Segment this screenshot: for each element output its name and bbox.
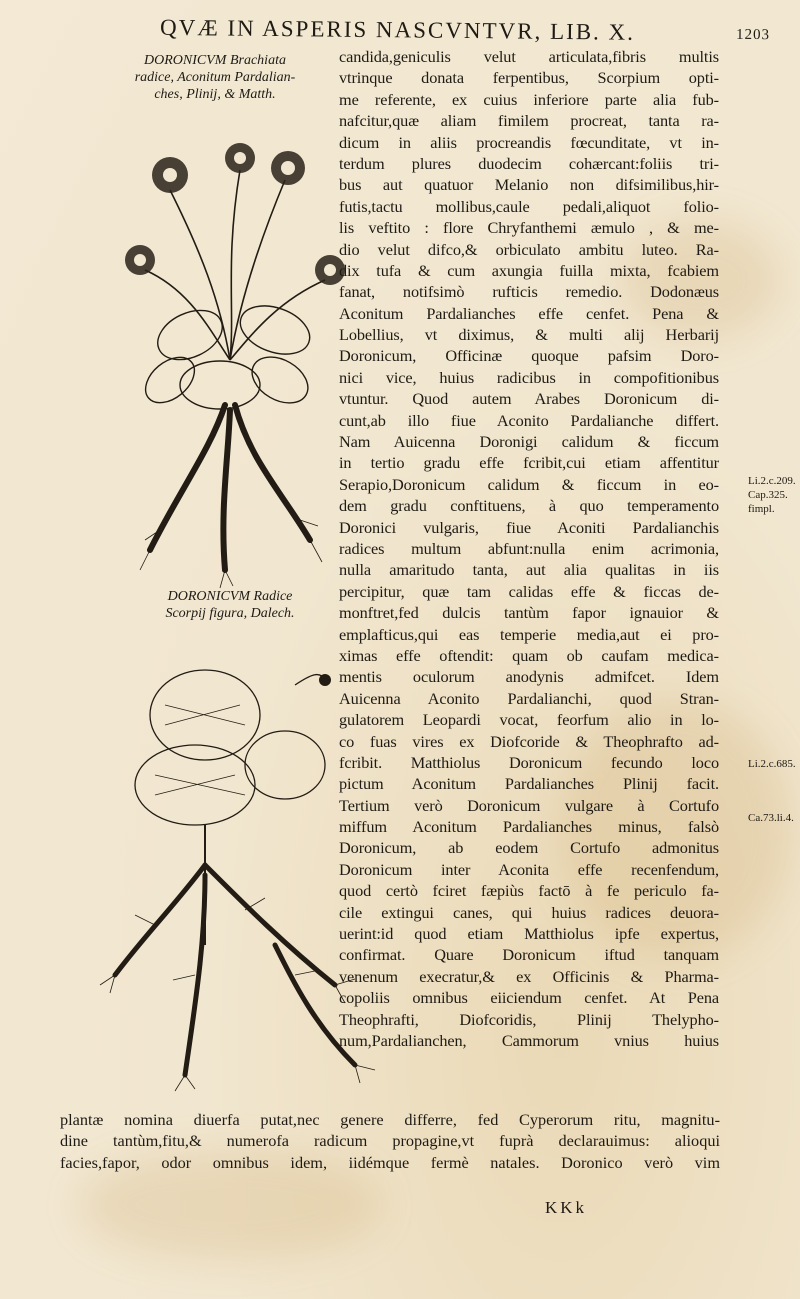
text-line: confirmat. Quare Doronicum iftud tanquam bbox=[339, 945, 719, 965]
running-title: QVÆ IN ASPERIS NASCVNTVR, LIB. X. bbox=[159, 14, 636, 45]
text-line: dix tufa & cum axungia fuilla mixta, fcabiem bbox=[339, 260, 719, 280]
text-line: futis,tactu mollibus,caule pedali,aliquot folio- bbox=[339, 196, 719, 216]
text-line: percipitur, quæ tam calidas effe & ficcas de- bbox=[339, 581, 719, 601]
text-line: nulla amaritudo tanta, aut alia qualitas in iis bbox=[339, 560, 719, 580]
margin-note-line: Li.2.c.685. bbox=[748, 758, 796, 770]
text-line: ximas effe oftendit: quam ob caufam medica- bbox=[339, 645, 719, 665]
text-line: Doronicum, ab eodem Cortufo admonitus bbox=[339, 838, 719, 858]
text-line: vtrinque donata ferpentibus, Scorpium opti- bbox=[339, 68, 719, 88]
text-line: copoliis omnibus eiiciendum cenfet. At Pena bbox=[339, 988, 719, 1008]
text-line: Doronicum, Officinæ quoque pafsim Doro- bbox=[339, 346, 719, 366]
text-line: co fuas vires ex Diofcoride & Theophrafto ad- bbox=[339, 731, 719, 751]
text-line: dine tantùm,fitu,& numerofa radicum propagine,vt fuprà declarauimus: alioqui bbox=[60, 1131, 720, 1151]
margin-note-line: Cap.325. bbox=[748, 489, 788, 501]
text-line: mentis oculorum anodynis admifcet. Idem bbox=[339, 667, 719, 687]
text-line: emplafticus,qui eas temperie media,aut ei pro- bbox=[339, 624, 719, 644]
margin-note-line: fimpl. bbox=[748, 503, 775, 515]
caption-line: Scorpij figura, Dalech. bbox=[165, 606, 295, 621]
text-line: fanat, notifsimò rufticis remedio. Dodonæus bbox=[339, 282, 719, 302]
text-line: Auicenna Aconito Pardalianchi, quod Stran- bbox=[339, 688, 719, 708]
caption-line: radice, Aconitum Pardalian- bbox=[134, 70, 296, 85]
text-line: terdum plures duodecim cohærcant:foliis tri- bbox=[339, 153, 719, 173]
text-line: Aconitum Pardalianches effe cenfet. Pena & bbox=[339, 303, 719, 323]
text-line: fcribit. Matthiolus Doronicum fecundo loco bbox=[339, 752, 719, 772]
text-line: bus aut quatuor Melanio non difsimilibus,hir- bbox=[339, 175, 719, 195]
text-line: facies,fapor, odor omnibus idem, iidémque fermè natales. Doronico verò vim bbox=[60, 1152, 720, 1172]
text-line: candida,geniculis velut articulata,fibris multis bbox=[339, 47, 719, 66]
text-line: dem gradu conftituens, à quo temperamento bbox=[339, 496, 719, 516]
text-line: Doronicum inter Aconita effe recenfendum, bbox=[339, 859, 719, 879]
text-line: Serapio,Doronicum calidum & ficcum in eo- bbox=[339, 474, 719, 494]
woodcut-illustration-doronicum-brachiata bbox=[110, 130, 350, 590]
text-line: uerint:id quod etiam Matthiolus ipfe expertus, bbox=[339, 924, 719, 944]
text-line: cile extingui canes, qui huius radices deuora- bbox=[339, 902, 719, 922]
text-line: me referente, ex cuius inferiore parte alia fub- bbox=[339, 89, 719, 109]
main-text-column bbox=[339, 46, 719, 1051]
caption-line: DORONICVM Brachiata bbox=[144, 53, 286, 68]
figure-caption-brachiata bbox=[100, 52, 330, 103]
text-line: Theophrafti, Diofcoridis, Plinij Thelypho- bbox=[339, 1009, 719, 1029]
text-line: dio velut difco,& orbiculato ambitu luteo. Ra- bbox=[339, 239, 719, 259]
margin-note-3 bbox=[748, 811, 794, 825]
text-line: quod certò fciret fæpiùs factō à fe periculo fa- bbox=[339, 881, 719, 901]
text-line: venenum execratur,& ex Officinis & Pharma- bbox=[339, 966, 719, 986]
text-line: Tertium verò Doronicum vulgare à Cortufo bbox=[339, 795, 719, 815]
text-line: gulatorem Leopardi vocat, feorfum alio in lo- bbox=[339, 710, 719, 730]
caption-line: ches, Plinij, & Matth. bbox=[154, 87, 276, 102]
margin-note-2 bbox=[748, 757, 796, 771]
text-line: plantæ nomina diuerfa putat,nec genere differre, fed Cyperorum ritu, magnitu- bbox=[60, 1110, 720, 1129]
margin-note-line: Li.2.c.209. bbox=[748, 475, 796, 487]
caption-line: DORONICVM Radice bbox=[167, 589, 293, 604]
text-line: Nam Auicenna Doronigi calidum & ficcum bbox=[339, 432, 719, 452]
text-line: nici vice, huius radicibus in compofitionibus bbox=[339, 367, 719, 387]
text-line: cunt,ab illo fiue Aconito Pardalianche differt. bbox=[339, 410, 719, 430]
text-line: pictum Aconitum Pardalianches Plinij facit. bbox=[339, 774, 719, 794]
text-line: dicum in aliis procreandis fœcunditate, vt in- bbox=[339, 132, 719, 152]
signature-mark: KKk bbox=[545, 1198, 588, 1217]
text-line: monftret,fed dulcis tantùm fapor ignauior & bbox=[339, 603, 719, 623]
margin-note-line: Ca.73.li.4. bbox=[748, 812, 794, 824]
footer-text bbox=[60, 1109, 720, 1173]
text-line: miffum Aconitum Pardalianches minus, falsò bbox=[339, 817, 719, 837]
text-line: num,Pardalianchen, Cammorum vnius huius bbox=[339, 1030, 719, 1050]
page-number: 1203 bbox=[735, 26, 771, 44]
text-line: nafcitur,quæ aliam fimilem procreat, tanta ra- bbox=[339, 111, 719, 131]
text-line: in tertio gradu effe fcribit,cui etiam affentitur bbox=[339, 453, 719, 473]
text-line: Doronici vulgaris, fiue Aconiti Pardalianchis bbox=[339, 517, 719, 537]
text-line: vtuntur. Quod autem Arabes Doronicum di- bbox=[339, 389, 719, 409]
text-line: Lobellius, vt diximus, & multi alij Herbarij bbox=[339, 325, 719, 345]
figure-caption-scorpij bbox=[115, 588, 345, 622]
text-line: lis veftito : flore Chryfanthemi æmulo , & me- bbox=[339, 218, 719, 238]
margin-note-1 bbox=[748, 474, 796, 516]
text-line: radices multum abfunt:nulla enim acrimonia, bbox=[339, 538, 719, 558]
